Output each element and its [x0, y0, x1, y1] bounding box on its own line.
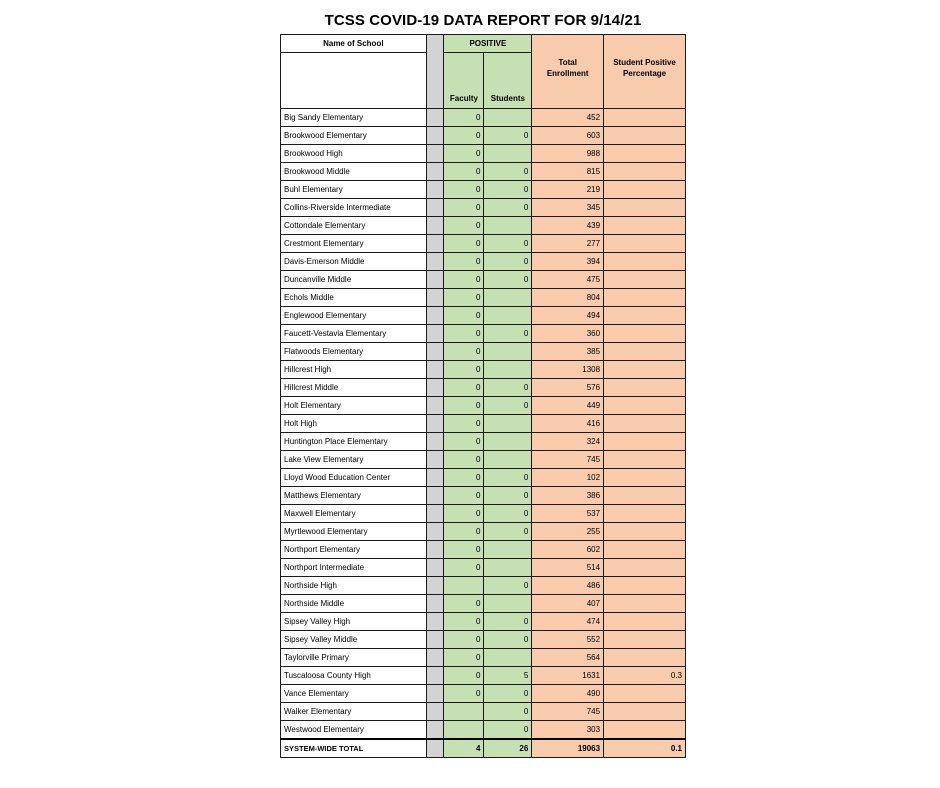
students-positive-cell: 0 — [484, 127, 532, 145]
spacer-cell — [426, 325, 444, 343]
faculty-positive-cell: 0 — [444, 541, 484, 559]
table-row — [281, 127, 686, 145]
school-name-cell: Flatwoods Elementary — [281, 343, 427, 361]
spacer-cell — [426, 433, 444, 451]
table-row — [281, 721, 686, 740]
faculty-positive-cell: 0 — [444, 559, 484, 577]
table-row — [281, 469, 686, 487]
students-positive-cell: 0 — [484, 379, 532, 397]
faculty-positive-cell: 0 — [444, 667, 484, 685]
student-positive-percentage-cell — [604, 523, 686, 541]
school-name-cell: Englewood Elementary — [281, 307, 427, 325]
total-enrollment-cell: 564 — [532, 649, 604, 667]
school-name-cell: Hillcrest High — [281, 361, 427, 379]
faculty-positive-cell: 0 — [444, 235, 484, 253]
total-enrollment-cell: 494 — [532, 307, 604, 325]
school-name-cell: Northport Elementary — [281, 541, 427, 559]
total-enrollment-cell: 255 — [532, 523, 604, 541]
spacer-cell — [426, 505, 444, 523]
spacer-cell — [426, 271, 444, 289]
student-positive-percentage-cell — [604, 415, 686, 433]
table-row — [281, 235, 686, 253]
school-name-cell: Sipsey Valley Middle — [281, 631, 427, 649]
faculty-positive-cell: 0 — [444, 631, 484, 649]
spacer-cell — [426, 199, 444, 217]
student-positive-percentage-cell: 0.1 — [604, 739, 686, 758]
total-enrollment-cell: 602 — [532, 541, 604, 559]
spacer-cell — [426, 127, 444, 145]
total-enrollment-cell: 385 — [532, 343, 604, 361]
total-enrollment-cell: 394 — [532, 253, 604, 271]
school-name-cell: Echols Middle — [281, 289, 427, 307]
school-name-cell: Collins-Riverside Intermediate — [281, 199, 427, 217]
students-positive-cell — [484, 307, 532, 325]
student-positive-percentage-cell — [604, 649, 686, 667]
students-positive-cell: 0 — [484, 505, 532, 523]
table-row — [281, 397, 686, 415]
student-positive-percentage-cell — [604, 235, 686, 253]
faculty-positive-cell: 0 — [444, 199, 484, 217]
total-enrollment-header: Total Enrollment — [532, 35, 604, 109]
total-enrollment-cell: 475 — [532, 271, 604, 289]
spacer-cell — [426, 703, 444, 721]
table-row — [281, 145, 686, 163]
total-enrollment-cell: 324 — [532, 433, 604, 451]
table-row — [281, 199, 686, 217]
table-row — [281, 631, 686, 649]
spacer-column — [426, 35, 444, 109]
students-positive-cell: 0 — [484, 685, 532, 703]
students-positive-cell: 26 — [484, 739, 532, 758]
total-enrollment-cell: 345 — [532, 199, 604, 217]
school-name-cell: Crestmont Elementary — [281, 235, 427, 253]
spacer-cell — [426, 721, 444, 740]
spacer-cell — [426, 559, 444, 577]
student-positive-percentage-cell — [604, 433, 686, 451]
table-row — [281, 703, 686, 721]
total-enrollment-cell: 490 — [532, 685, 604, 703]
students-positive-cell: 5 — [484, 667, 532, 685]
student-positive-percentage-cell — [604, 343, 686, 361]
table-row — [281, 415, 686, 433]
students-positive-cell: 0 — [484, 271, 532, 289]
spacer-cell — [426, 487, 444, 505]
covid-data-table — [280, 34, 686, 758]
table-row — [281, 451, 686, 469]
school-name-cell: Faucett-Vestavia Elementary — [281, 325, 427, 343]
school-name-cell: Tuscaloosa County High — [281, 667, 427, 685]
faculty-positive-cell: 0 — [444, 649, 484, 667]
students-positive-cell — [484, 451, 532, 469]
school-name-cell: Myrtlewood Elementary — [281, 523, 427, 541]
school-name-cell: Vance Elementary — [281, 685, 427, 703]
total-enrollment-cell: 486 — [532, 577, 604, 595]
total-enrollment-cell: 102 — [532, 469, 604, 487]
student-positive-percentage-cell — [604, 685, 686, 703]
student-positive-percentage-cell — [604, 127, 686, 145]
students-positive-cell — [484, 433, 532, 451]
total-enrollment-cell: 552 — [532, 631, 604, 649]
total-enrollment-cell: 416 — [532, 415, 604, 433]
students-positive-cell: 0 — [484, 487, 532, 505]
table-row — [281, 667, 686, 685]
student-positive-percentage-cell — [604, 361, 686, 379]
spacer-cell — [426, 361, 444, 379]
school-name-cell: Cottondale Elementary — [281, 217, 427, 235]
total-enrollment-cell: 804 — [532, 289, 604, 307]
students-positive-cell — [484, 649, 532, 667]
total-enrollment-cell: 449 — [532, 397, 604, 415]
school-name-cell: Northside Middle — [281, 595, 427, 613]
students-positive-cell: 0 — [484, 181, 532, 199]
student-positive-percentage-cell — [604, 199, 686, 217]
header-blank — [281, 53, 427, 109]
total-row — [281, 739, 686, 758]
faculty-positive-cell — [444, 577, 484, 595]
students-positive-cell: 0 — [484, 397, 532, 415]
table-row — [281, 523, 686, 541]
student-positive-percentage-cell — [604, 181, 686, 199]
school-name-cell: Brookwood Middle — [281, 163, 427, 181]
school-name-cell: Duncanville Middle — [281, 271, 427, 289]
total-enrollment-cell: 407 — [532, 595, 604, 613]
student-positive-percentage-cell — [604, 289, 686, 307]
total-enrollment-cell: 219 — [532, 181, 604, 199]
student-positive-percentage-cell — [604, 397, 686, 415]
school-name-cell: Matthews Elementary — [281, 487, 427, 505]
table-row — [281, 361, 686, 379]
name-of-school-header: Name of School — [281, 35, 427, 53]
school-name-cell: Buhl Elementary — [281, 181, 427, 199]
student-positive-percentage-cell: 0.3 — [604, 667, 686, 685]
total-enrollment-cell: 815 — [532, 163, 604, 181]
spacer-cell — [426, 577, 444, 595]
student-positive-percentage-cell — [604, 271, 686, 289]
table-row — [281, 343, 686, 361]
spacer-cell — [426, 649, 444, 667]
table-row — [281, 577, 686, 595]
faculty-positive-cell: 0 — [444, 181, 484, 199]
faculty-positive-cell: 4 — [444, 739, 484, 758]
student-positive-percentage-cell — [604, 487, 686, 505]
students-positive-cell: 0 — [484, 613, 532, 631]
table-body — [281, 109, 686, 758]
students-positive-cell — [484, 289, 532, 307]
students-positive-cell: 0 — [484, 577, 532, 595]
spacer-cell — [426, 415, 444, 433]
school-name-cell: Holt High — [281, 415, 427, 433]
spacer-cell — [426, 469, 444, 487]
school-name-cell: Big Sandy Elementary — [281, 109, 427, 127]
students-positive-cell: 0 — [484, 325, 532, 343]
total-enrollment-cell: 1631 — [532, 667, 604, 685]
table-row — [281, 253, 686, 271]
spacer-cell — [426, 667, 444, 685]
faculty-positive-cell: 0 — [444, 505, 484, 523]
faculty-positive-cell: 0 — [444, 253, 484, 271]
students-positive-cell — [484, 595, 532, 613]
header-row-1 — [281, 35, 686, 53]
spacer-cell — [426, 685, 444, 703]
faculty-positive-cell: 0 — [444, 469, 484, 487]
faculty-positive-cell: 0 — [444, 217, 484, 235]
faculty-positive-cell: 0 — [444, 145, 484, 163]
student-positive-percentage-cell — [604, 109, 686, 127]
spacer-cell — [426, 343, 444, 361]
spacer-cell — [426, 523, 444, 541]
table-row — [281, 271, 686, 289]
total-enrollment-cell: 603 — [532, 127, 604, 145]
faculty-positive-cell: 0 — [444, 595, 484, 613]
school-name-cell: Walker Elementary — [281, 703, 427, 721]
students-positive-cell — [484, 541, 532, 559]
total-enrollment-cell: 576 — [532, 379, 604, 397]
students-positive-cell: 0 — [484, 721, 532, 740]
table-row — [281, 649, 686, 667]
spacer-cell — [426, 289, 444, 307]
total-enrollment-cell: 745 — [532, 703, 604, 721]
student-positive-percentage-header: Student Positive Percentage — [604, 35, 686, 109]
student-positive-percentage-cell — [604, 541, 686, 559]
school-name-cell: Brookwood High — [281, 145, 427, 163]
students-header: Students — [484, 53, 532, 109]
faculty-positive-cell: 0 — [444, 289, 484, 307]
spacer-cell — [426, 109, 444, 127]
spacer-cell — [426, 451, 444, 469]
faculty-positive-cell: 0 — [444, 163, 484, 181]
faculty-header: Faculty — [444, 53, 484, 109]
total-enrollment-cell: 474 — [532, 613, 604, 631]
student-positive-percentage-cell — [604, 559, 686, 577]
table-row — [281, 181, 686, 199]
table-row — [281, 433, 686, 451]
table-row — [281, 541, 686, 559]
students-positive-cell: 0 — [484, 253, 532, 271]
students-positive-cell — [484, 217, 532, 235]
students-positive-cell — [484, 145, 532, 163]
spacer-cell — [426, 181, 444, 199]
faculty-positive-cell: 0 — [444, 433, 484, 451]
students-positive-cell: 0 — [484, 199, 532, 217]
students-positive-cell — [484, 109, 532, 127]
students-positive-cell: 0 — [484, 235, 532, 253]
spacer-cell — [426, 235, 444, 253]
student-positive-percentage-cell — [604, 631, 686, 649]
school-name-cell: Hillcrest Middle — [281, 379, 427, 397]
student-positive-percentage-cell — [604, 613, 686, 631]
total-enrollment-cell: 745 — [532, 451, 604, 469]
school-name-cell: Taylorville Primary — [281, 649, 427, 667]
table-row — [281, 613, 686, 631]
school-name-cell: Northport Intermediate — [281, 559, 427, 577]
table-row — [281, 379, 686, 397]
students-positive-cell: 0 — [484, 703, 532, 721]
student-positive-percentage-cell — [604, 703, 686, 721]
faculty-positive-cell: 0 — [444, 685, 484, 703]
faculty-positive-cell: 0 — [444, 343, 484, 361]
table-row — [281, 595, 686, 613]
school-name-cell: Maxwell Elementary — [281, 505, 427, 523]
faculty-positive-cell: 0 — [444, 271, 484, 289]
faculty-positive-cell: 0 — [444, 487, 484, 505]
school-name-cell: SYSTEM-WIDE TOTAL — [281, 739, 427, 758]
students-positive-cell — [484, 343, 532, 361]
faculty-positive-cell: 0 — [444, 325, 484, 343]
school-name-cell: Sipsey Valley High — [281, 613, 427, 631]
table-row — [281, 559, 686, 577]
faculty-positive-cell: 0 — [444, 415, 484, 433]
spacer-cell — [426, 379, 444, 397]
student-positive-percentage-cell — [604, 379, 686, 397]
students-positive-cell — [484, 559, 532, 577]
table-row — [281, 289, 686, 307]
total-enrollment-cell: 360 — [532, 325, 604, 343]
school-name-cell: Lloyd Wood Education Center — [281, 469, 427, 487]
positive-header: POSITIVE — [444, 35, 532, 53]
student-positive-percentage-cell — [604, 325, 686, 343]
student-positive-percentage-cell — [604, 217, 686, 235]
school-name-cell: Northside High — [281, 577, 427, 595]
student-positive-percentage-cell — [604, 577, 686, 595]
table-row — [281, 109, 686, 127]
school-name-cell: Holt Elementary — [281, 397, 427, 415]
total-enrollment-cell: 514 — [532, 559, 604, 577]
school-name-cell: Huntington Place Elementary — [281, 433, 427, 451]
faculty-positive-cell: 0 — [444, 379, 484, 397]
total-enrollment-cell: 277 — [532, 235, 604, 253]
total-enrollment-cell: 1308 — [532, 361, 604, 379]
student-positive-percentage-cell — [604, 307, 686, 325]
students-positive-cell: 0 — [484, 163, 532, 181]
spacer-cell — [426, 397, 444, 415]
table-row — [281, 217, 686, 235]
faculty-positive-cell: 0 — [444, 361, 484, 379]
spacer-cell — [426, 217, 444, 235]
total-enrollment-cell: 988 — [532, 145, 604, 163]
school-name-cell: Davis-Emerson Middle — [281, 253, 427, 271]
table-row — [281, 487, 686, 505]
faculty-positive-cell: 0 — [444, 109, 484, 127]
student-positive-percentage-cell — [604, 253, 686, 271]
total-enrollment-cell: 537 — [532, 505, 604, 523]
spacer-cell — [426, 613, 444, 631]
student-positive-percentage-cell — [604, 721, 686, 740]
total-enrollment-cell: 439 — [532, 217, 604, 235]
table-row — [281, 685, 686, 703]
faculty-positive-cell: 0 — [444, 523, 484, 541]
spacer-cell — [426, 163, 444, 181]
school-name-cell: Brookwood Elementary — [281, 127, 427, 145]
spacer-cell — [426, 253, 444, 271]
table-row — [281, 325, 686, 343]
spacer-cell — [426, 739, 444, 758]
student-positive-percentage-cell — [604, 145, 686, 163]
student-positive-percentage-cell — [604, 469, 686, 487]
students-positive-cell — [484, 361, 532, 379]
school-name-cell: Westwood Elementary — [281, 721, 427, 740]
spacer-cell — [426, 541, 444, 559]
student-positive-percentage-cell — [604, 451, 686, 469]
report-title: TCSS COVID-19 DATA REPORT FOR 9/14/21 — [324, 12, 642, 29]
students-positive-cell: 0 — [484, 469, 532, 487]
school-name-cell: Lake View Elementary — [281, 451, 427, 469]
student-positive-percentage-cell — [604, 163, 686, 181]
faculty-positive-cell — [444, 721, 484, 740]
students-positive-cell: 0 — [484, 631, 532, 649]
table-row — [281, 505, 686, 523]
students-positive-cell — [484, 415, 532, 433]
faculty-positive-cell: 0 — [444, 451, 484, 469]
students-positive-cell: 0 — [484, 523, 532, 541]
student-positive-percentage-cell — [604, 595, 686, 613]
table-row — [281, 307, 686, 325]
faculty-positive-cell — [444, 703, 484, 721]
total-enrollment-cell: 303 — [532, 721, 604, 740]
spacer-cell — [426, 631, 444, 649]
student-positive-percentage-cell — [604, 505, 686, 523]
spacer-cell — [426, 595, 444, 613]
spacer-cell — [426, 145, 444, 163]
total-enrollment-cell: 452 — [532, 109, 604, 127]
total-enrollment-cell: 19063 — [532, 739, 604, 758]
faculty-positive-cell: 0 — [444, 127, 484, 145]
faculty-positive-cell: 0 — [444, 307, 484, 325]
table-row — [281, 163, 686, 181]
faculty-positive-cell: 0 — [444, 397, 484, 415]
total-enrollment-cell: 386 — [532, 487, 604, 505]
spacer-cell — [426, 307, 444, 325]
faculty-positive-cell: 0 — [444, 613, 484, 631]
